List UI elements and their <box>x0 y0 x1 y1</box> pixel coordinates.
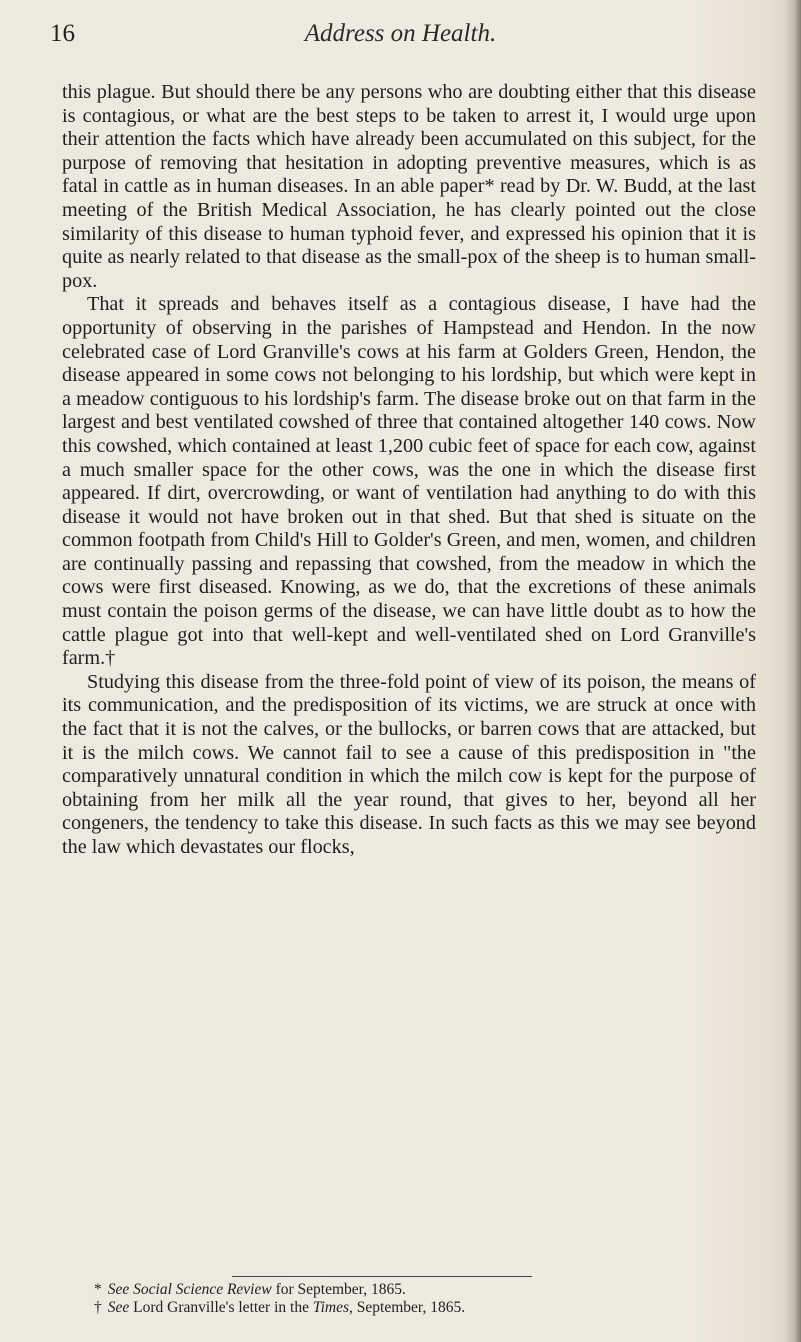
footnotes <box>94 1281 734 1317</box>
running-head: Address on Health. <box>304 20 497 47</box>
footnote-1 <box>94 1281 734 1299</box>
footnote-2-prefix: See <box>107 1299 130 1316</box>
footnote-2-mark: † <box>94 1299 102 1316</box>
page-number: 16 <box>50 20 75 47</box>
page-header <box>0 20 801 60</box>
footnote-2-text-before: Lord Granville's letter in the <box>133 1299 309 1316</box>
paragraph-2: That it spreads and behaves itself as a contagious disease, I have had the opportunity of observing in the parishes of Hampstead and Hendon. In the now celebrated case of Lord Granville's cows at his farm at Golders Green, Hendon, the disease appeared in some cows not belonging to his lordship, but which were kept in a meadow contiguous to his lordship's farm. The disease broke out on that farm in the largest and best ventilated cowshed of three that contained altogether 140 cows. Now this cowshed, which contained at least 1,200 cubic feet of space for each cow, against a much smaller space for the other cows, was the one in which the disease first appeared. If dirt, overcrowding, or want of ventilation had anything to do with this disease it would not have broken out in that shed. But that shed is situate on the common footpath from Child's Hill to Golder's Green, and men, women, and children are continually passing and repassing that cowshed, from the meadow in which the cows were first diseased. Knowing, as we do, that the excretions of these animals must contain the poison germs of the disease, we can have little doubt as to how the cattle plague got into that well-kept and well-ventilated shed on Lord Granville's farm.† <box>62 293 756 670</box>
paragraph-1: this plague. But should there be any persons who are doubting either that this disease is contagious, or what are the best steps to be taken to arrest it, I would urge upon their attention the facts which have already been accumulated on this subject, for the purpose of removing that hesitation in adopting preventive measures, which is as fatal in cattle as in human diseases. In an able paper* read by Dr. W. Budd, at the last meeting of the British Medical Association, he has clearly pointed out the close similarity of this disease to human typhoid fever, and expressed his opinion that it is quite as nearly related to that disease as the small-pox of the sheep is to human small-pox. <box>62 81 756 292</box>
footnote-2 <box>94 1299 734 1317</box>
footnote-2-text-after: September, 1865. <box>356 1299 466 1316</box>
footnote-1-text: for September, 1865. <box>275 1281 406 1298</box>
footnote-1-prefix: See <box>107 1281 130 1298</box>
page-edge-shadow <box>783 0 801 1342</box>
footnote-1-title: Social Science Review <box>133 1281 272 1298</box>
body-text <box>62 81 756 860</box>
footnote-rule <box>232 1276 532 1277</box>
paragraph-3: Studying this disease from the three-fold point of view of its poison, the means of its communication, and the predisposition of its victims, we are struck at once with the fact that it is not the calves, or the bullocks, or barren cows that are attacked, but it is the milch cows. We cannot fail to see a cause of this predisposition in "the comparatively unnatural condition in which the milch cow is kept for the purpose of obtaining from her milk all the year round, that gives to her, beyond all her congeners, the tendency to take this disease. In such facts as this we may see beyond the law which devastates our flocks, <box>62 670 756 858</box>
footnote-2-title: Times, <box>312 1299 353 1316</box>
footnote-1-mark: * <box>94 1281 102 1298</box>
